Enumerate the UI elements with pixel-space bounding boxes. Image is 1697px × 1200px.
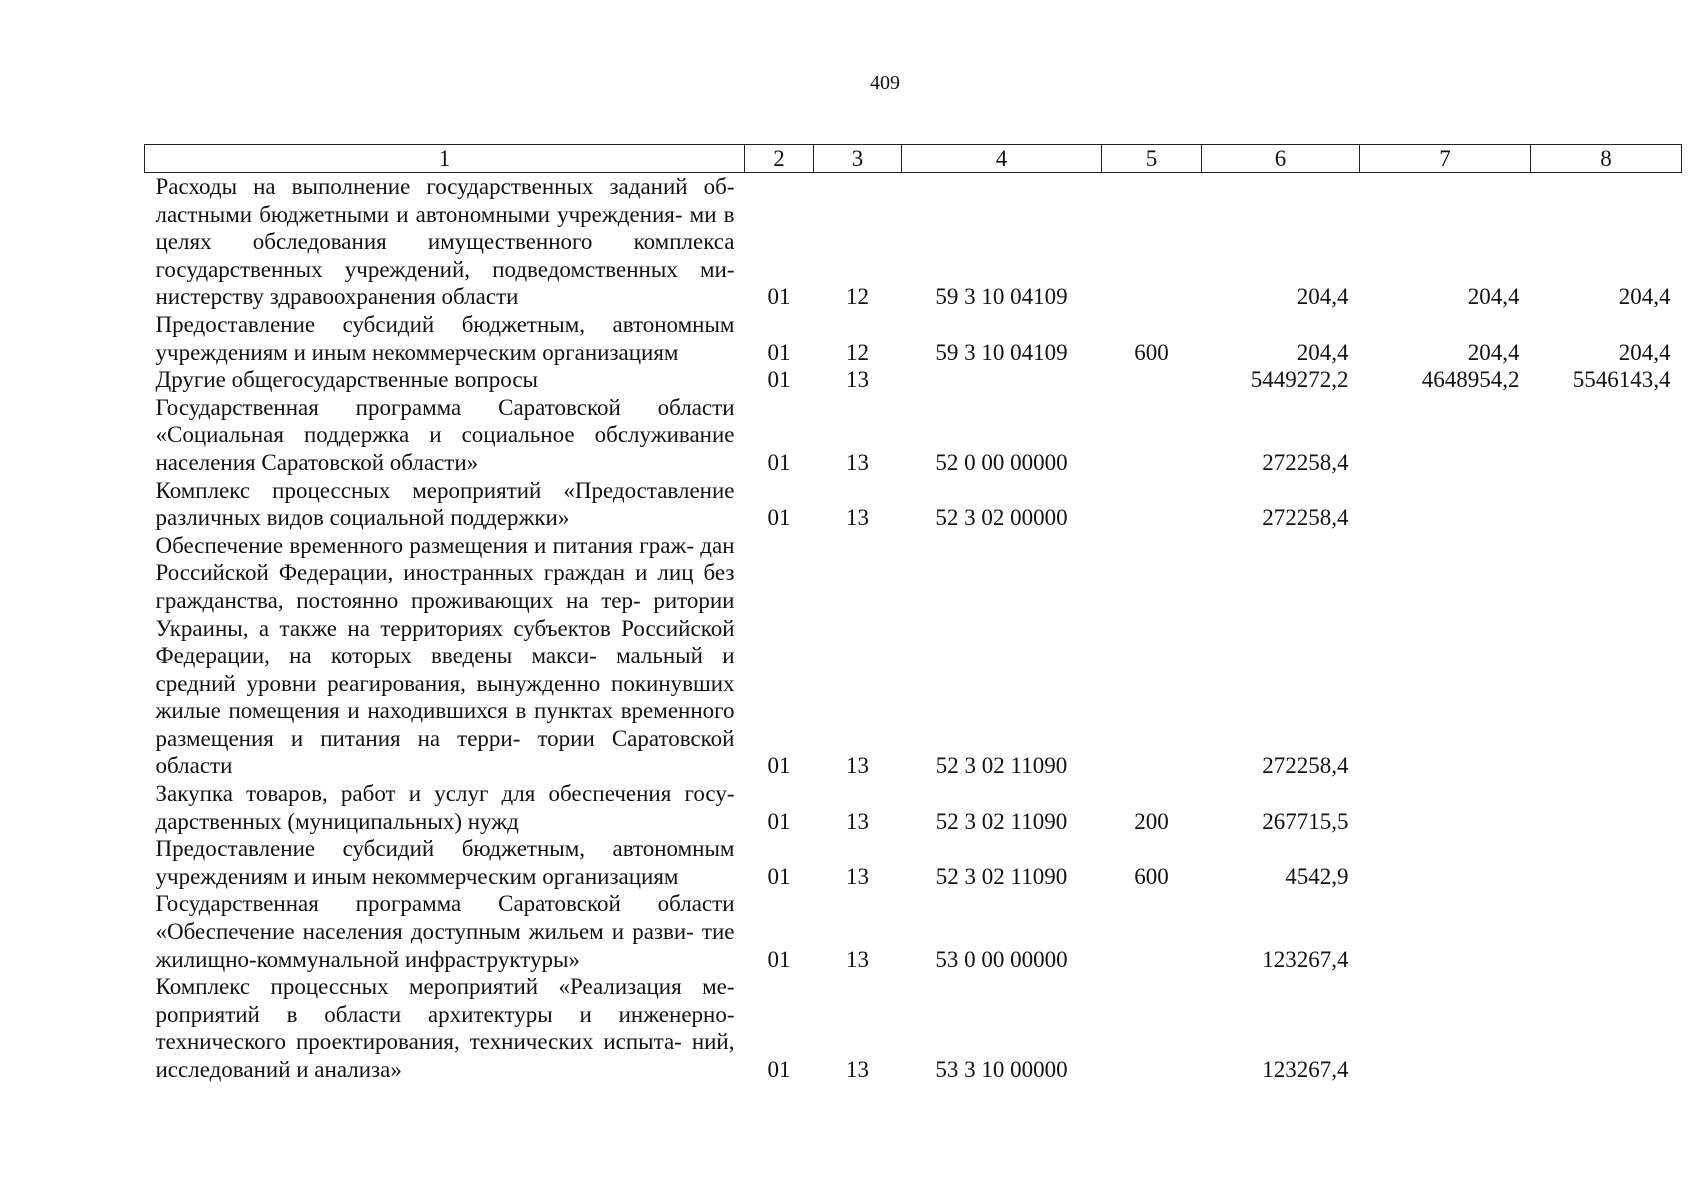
row-cell-col4: 52 3 02 11090 xyxy=(935,808,1068,834)
row-name-line: Расходы на выполнение государственных заданий об- xyxy=(155,174,735,199)
row-name-line: Государственная программа Саратовской области xyxy=(155,394,735,420)
table-row xyxy=(145,890,1682,973)
row-name-line: дарственных (муниципальных) нужд xyxy=(155,808,519,834)
row-name-cell xyxy=(145,835,745,890)
row-cell-col5: 200 xyxy=(1134,808,1169,834)
row-cell-col3: 13 xyxy=(846,863,869,889)
row-cell-col5 xyxy=(1102,973,1202,1083)
row-name-line: тие жилищно-коммунальной инфраструктуры» xyxy=(155,919,735,972)
row-cell-col6: 4542,9 xyxy=(1285,863,1349,889)
row-cell-col7 xyxy=(1360,477,1531,532)
row-cell-col4: 52 0 00 00000 xyxy=(935,449,1068,475)
row-name-cell xyxy=(145,477,745,532)
row-name-line: Российской Федерации, на которых введены макси- xyxy=(155,615,735,669)
row-cell-col8 xyxy=(1531,780,1682,835)
row-cell-col8: 5546143,4 xyxy=(1572,367,1671,393)
row-name-line: ний, исследований и анализа» xyxy=(155,1029,735,1082)
row-name-line: Обеспечение временного размещения и питания граж- xyxy=(155,532,694,558)
header-cell-4: 4 xyxy=(902,145,1102,173)
row-cell-col2: 01 xyxy=(767,753,791,779)
row-cell-col5 xyxy=(1102,532,1202,780)
row-cell-col6: 272258,4 xyxy=(1262,449,1349,475)
row-name-line: различных видов социальной поддержки» xyxy=(155,505,570,531)
row-cell-col5 xyxy=(1102,394,1202,477)
row-cell-col4: 53 0 00 00000 xyxy=(935,946,1068,972)
row-cell-col4: 53 3 10 00000 xyxy=(935,1057,1068,1082)
row-cell-col3: 12 xyxy=(846,284,869,310)
row-name-line: нистерству здравоохранения области xyxy=(155,284,519,310)
row-cell-col3: 13 xyxy=(846,449,869,475)
table-row xyxy=(145,366,1682,394)
table-row xyxy=(145,780,1682,835)
row-cell-col5 xyxy=(1102,477,1202,532)
row-cell-col6: 204,4 xyxy=(1296,339,1349,365)
row-cell-col7 xyxy=(1360,973,1531,1083)
header-cell-6: 6 xyxy=(1202,145,1360,173)
row-name-cell xyxy=(145,532,745,780)
row-cell-col3: 12 xyxy=(846,339,869,365)
row-name-line: «Социальная поддержка и социальное обслуживание xyxy=(155,422,735,448)
row-name-line: государственных учреждений, подведомственных ми- xyxy=(155,256,735,282)
row-name-line: Государственная программа Саратовской области xyxy=(155,891,735,917)
row-name-cell xyxy=(145,366,745,394)
row-name-line: Предоставление субсидий бюджетным, автономным xyxy=(155,836,735,862)
row-cell-col8 xyxy=(1531,973,1682,1083)
header-cell-1: 1 xyxy=(145,145,745,173)
row-name-line: тории Саратовской области xyxy=(155,725,735,779)
row-cell-col7 xyxy=(1360,835,1531,890)
row-name-line: покинувших жилые помещения и находившихся в xyxy=(155,670,735,724)
row-cell-col6: 123267,4 xyxy=(1262,1057,1349,1082)
row-cell-col7 xyxy=(1360,394,1531,477)
table-row xyxy=(145,311,1682,366)
row-cell-col2: 01 xyxy=(767,808,791,834)
row-cell-col7 xyxy=(1360,780,1531,835)
row-cell-col7: 204,4 xyxy=(1467,339,1520,365)
row-name-line: Комплекс процессных мероприятий «Реализация ме- xyxy=(155,974,735,1000)
row-name-line: лиц без гражданства, постоянно проживающих на тер- xyxy=(155,560,735,613)
row-cell-col6: 5449272,2 xyxy=(1250,367,1349,393)
row-cell-col2: 01 xyxy=(767,367,791,393)
row-cell-col7: 204,4 xyxy=(1467,284,1520,310)
row-name-cell xyxy=(145,973,745,1083)
row-cell-col4: 52 3 02 11090 xyxy=(935,863,1068,889)
row-cell-col7: 4648954,2 xyxy=(1421,367,1520,393)
row-cell-col2: 01 xyxy=(767,449,791,475)
row-name-cell xyxy=(145,394,745,477)
header-cell-7: 7 xyxy=(1360,145,1531,173)
table-row xyxy=(145,532,1682,780)
row-cell-col5 xyxy=(1102,890,1202,973)
row-cell-col3: 13 xyxy=(846,946,869,972)
table-row xyxy=(145,477,1682,532)
row-cell-col6: 204,4 xyxy=(1296,284,1349,310)
table-body xyxy=(145,173,1682,1084)
header-cell-2: 2 xyxy=(745,145,814,173)
header-cell-8: 8 xyxy=(1531,145,1682,173)
row-name-line: учреждениям и иным некоммерческим организациям xyxy=(155,339,679,365)
row-cell-col6: 272258,4 xyxy=(1262,505,1349,531)
row-name-line: роприятий в области архитектуры и инженерно- xyxy=(155,1001,735,1027)
row-cell-col3: 13 xyxy=(846,808,869,834)
row-cell-col5: 600 xyxy=(1134,863,1169,889)
row-cell-col2: 01 xyxy=(767,505,791,531)
row-name-line: Другие общегосударственные вопросы xyxy=(155,367,538,393)
row-cell-col5: 600 xyxy=(1134,339,1169,365)
row-cell-col4 xyxy=(902,366,1102,394)
row-name-cell xyxy=(145,311,745,366)
table-row xyxy=(145,394,1682,477)
row-name-line: ластными бюджетными и автономными учреждения- xyxy=(155,201,683,227)
row-name-line: дан Российской Федерации, иностранных граждан и xyxy=(155,532,735,586)
row-name-line: населения Саратовской области» xyxy=(155,449,479,475)
budget-table xyxy=(144,144,1682,1084)
row-cell-col3: 13 xyxy=(846,753,869,779)
row-cell-col8 xyxy=(1531,890,1682,973)
row-name-cell xyxy=(145,890,745,973)
row-cell-col6: 123267,4 xyxy=(1262,946,1349,972)
row-cell-col4: 59 3 10 04109 xyxy=(935,284,1068,310)
row-cell-col7 xyxy=(1360,532,1531,780)
row-name-line: Комплекс процессных мероприятий «Предоставление xyxy=(155,477,735,503)
row-cell-col8: 204,4 xyxy=(1618,284,1671,310)
row-cell-col5 xyxy=(1102,173,1202,311)
row-cell-col8 xyxy=(1531,477,1682,532)
header-cell-5: 5 xyxy=(1102,145,1202,173)
row-cell-col6: 272258,4 xyxy=(1262,753,1349,779)
row-cell-col8 xyxy=(1531,394,1682,477)
row-cell-col2: 01 xyxy=(767,339,791,365)
row-name-line: ми в целях обследования имущественного комплекса xyxy=(155,201,735,255)
table-row xyxy=(145,973,1682,1083)
row-cell-col2: 01 xyxy=(767,284,791,310)
row-cell-col8 xyxy=(1531,532,1682,780)
row-cell-col4: 59 3 10 04109 xyxy=(935,339,1068,365)
row-cell-col4: 52 3 02 00000 xyxy=(935,505,1068,531)
table-row xyxy=(145,173,1682,311)
row-cell-col3: 13 xyxy=(846,1057,869,1082)
row-cell-col2: 01 xyxy=(767,863,791,889)
row-cell-col4: 52 3 02 11090 xyxy=(935,753,1068,779)
row-cell-col2: 01 xyxy=(767,946,791,972)
header-row xyxy=(145,145,1682,173)
row-cell-col7 xyxy=(1360,890,1531,973)
row-cell-col3: 13 xyxy=(846,367,869,393)
row-name-cell xyxy=(145,173,745,311)
row-cell-col6: 267715,5 xyxy=(1262,808,1349,834)
table-row xyxy=(145,835,1682,890)
row-name-line: мальный и средний уровни реагирования, вынужденно xyxy=(155,643,735,696)
row-name-line: технического проектирования, технических испыта- xyxy=(155,1029,682,1055)
table-header xyxy=(145,145,1682,173)
row-name-line: ритории Украины, а также на территориях субъектов xyxy=(155,587,735,641)
row-name-line: Предоставление субсидий бюджетным, автономным xyxy=(155,311,735,337)
row-name-line: пунктах временного размещения и питания на терри- xyxy=(155,698,735,751)
row-cell-col3: 13 xyxy=(846,505,869,531)
row-cell-col8 xyxy=(1531,835,1682,890)
row-cell-col5 xyxy=(1102,366,1202,394)
page-number: 409 xyxy=(870,72,900,94)
row-name-cell xyxy=(145,780,745,835)
row-name-line: Закупка товаров, работ и услуг для обеспечения госу- xyxy=(155,781,735,807)
row-cell-col2: 01 xyxy=(767,1057,791,1082)
row-cell-col8: 204,4 xyxy=(1618,339,1671,365)
row-name-line: учреждениям и иным некоммерческим организациям xyxy=(155,863,679,889)
row-name-line: «Обеспечение населения доступным жильем и разви- xyxy=(155,919,694,945)
header-cell-3: 3 xyxy=(814,145,902,173)
